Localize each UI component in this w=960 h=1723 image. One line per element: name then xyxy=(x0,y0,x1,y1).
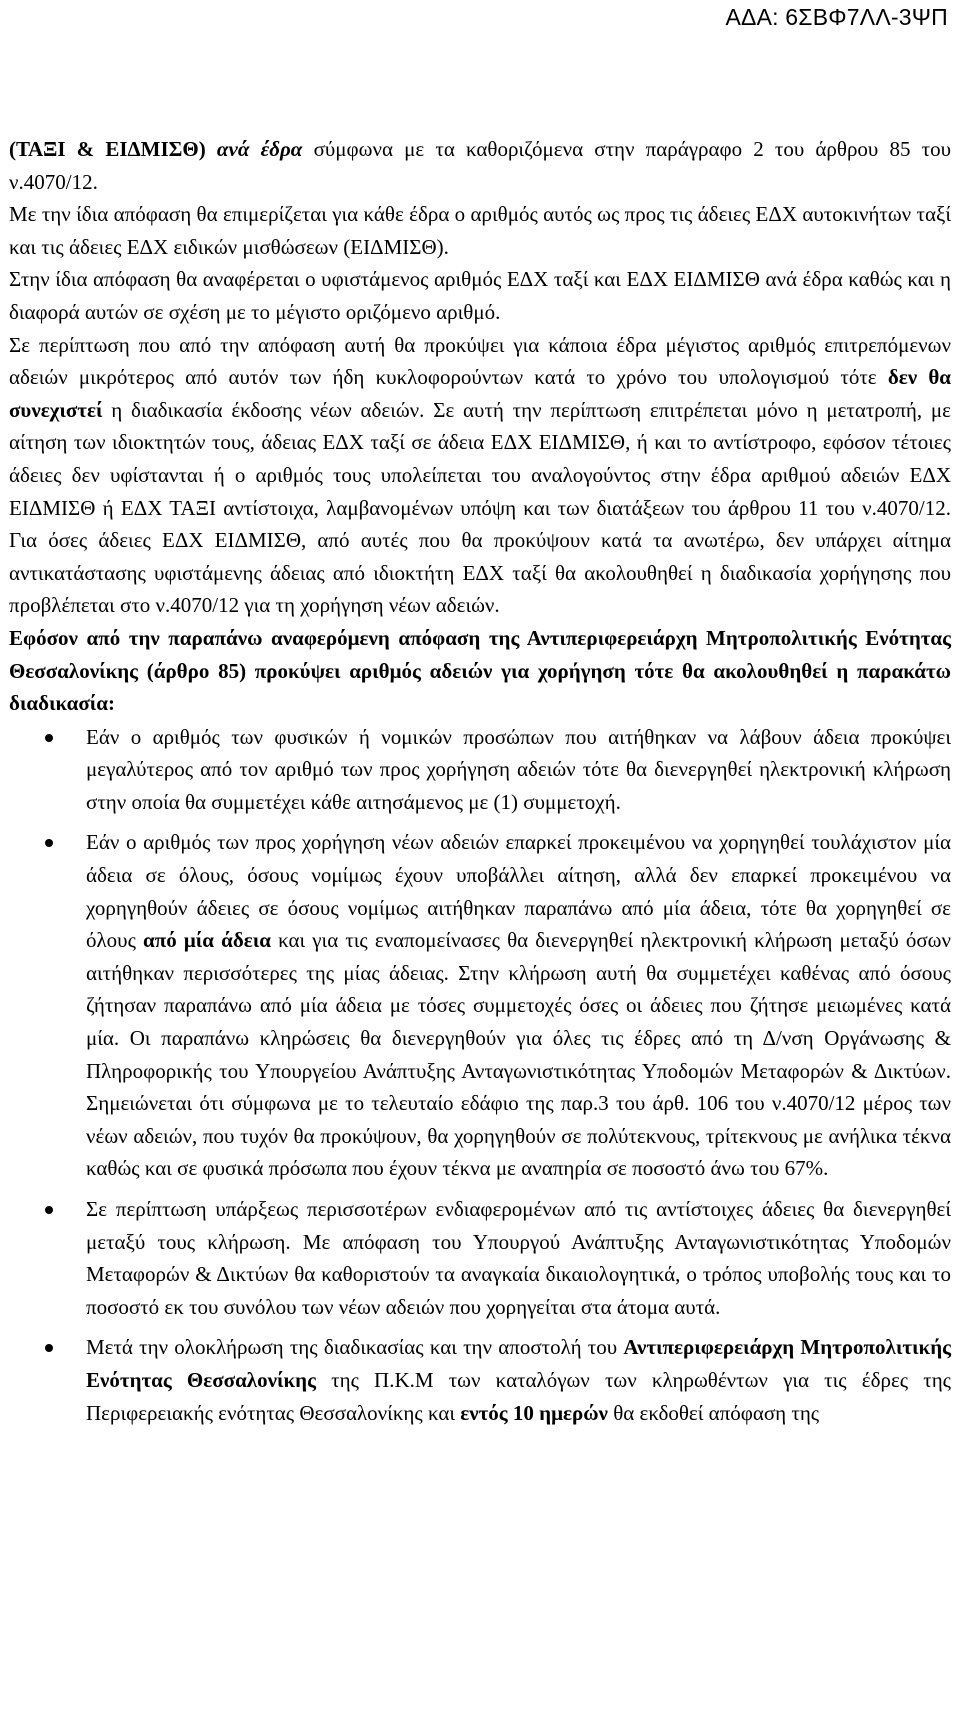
paragraph-3: Στην ίδια απόφαση θα αναφέρεται ο υφιστάμενος αριθμός ΕΔΧ ταξί και ΕΔΧ ΕΙΔΜΙΣΘ ανά έδρα καθώς και η διαφορά αυτών σε σχέση με το μέγιστο οριζόμενο αριθμό. xyxy=(9,267,951,324)
bullet-icon xyxy=(45,1344,53,1352)
document-body xyxy=(9,133,951,1429)
ada-code: ΑΔΑ: 6ΣΒΦ7ΛΛ-3ΨΠ xyxy=(725,4,948,30)
bullet-4-part3: θα εκδοθεί απόφαση της xyxy=(607,1400,820,1425)
bullet-icon xyxy=(45,734,53,742)
bullet-2-part1: Εάν ο αριθμός των προς χορήγηση νέων αδειών επαρκεί προκειμένου να χορηγηθεί τουλάχιστον μία άδεια σε όλους, όσους νομίμως έχουν υποβάλλει αίτηση, αλλά δεν επαρκεί προκειμένου να χορηγηθούν άδειες σε όσους νομίμως αιτήθηκαν παραπάνω από μία άδεια, τότε θα χορηγηθεί σε όλους xyxy=(86,830,951,953)
p4-bold: δεν θα συνεχιστεί xyxy=(9,365,952,422)
bullet-1-text: Εάν ο αριθμός των φυσικών ή νομικών προσώπων που αιτήθηκαν να λάβουν άδεια προκύψει μεγαλύτερος από τον αριθμό των προς χορήγηση αδειών τότε θα διενεργηθεί ηλεκτρονική κλήρωση στην οποία θα συμμετέχει κάθε αιτησάμενος με (1) συμμετοχή. xyxy=(86,724,951,814)
procedure-list xyxy=(9,721,951,1429)
bullet-4-bold1: Αντιπεριφερειάρχη Μητροπολιτικής Ενότητας Θεσσαλονίκης xyxy=(86,1335,952,1392)
bullet-4-part1: Μετά την ολοκλήρωση της διαδικασίας και την αποστολή του xyxy=(86,1335,624,1360)
list-item xyxy=(9,826,951,1185)
bullet-4-part2: της Π.Κ.Μ των καταλόγων των κληρωθέντων για τις έδρες της Περιφερειακής ενότητας Θεσσαλονίκης και xyxy=(86,1367,951,1425)
p1-rest: σύμφωνα με τα καθοριζόμενα στην παράγραφο 2 του άρθρου 85 του ν.4070/12. xyxy=(9,137,951,194)
list-item xyxy=(9,721,951,819)
bullet-4-bold2: εντός 10 ημερών xyxy=(460,1400,608,1425)
bullet-3-text: Σε περίπτωση υπάρξεως περισσοτέρων ενδιαφερομένων από τις αντίστοιχες άδειες θα διενεργηθεί μεταξύ τους κλήρωση. Με απόφαση του Υπουργού Ανάπτυξης Ανταγωνιστικότητας Υποδομών Μεταφορών & Δικτύων θα καθοριστούν τα αναγκαία δικαιολογητικά, ο τρόπος υποβολής τους και το ποσοστό εκ του συνόλου των νέων αδειών που χορηγείται στα άτομα αυτά. xyxy=(86,1197,951,1319)
p1-bold-start: (ΤΑΞΙ & ΕΙΔΜΙΣΘ) xyxy=(9,137,217,161)
list-item xyxy=(9,1193,951,1323)
paragraph-4 xyxy=(9,329,951,622)
p1-bold-italic: ανά έδρα xyxy=(216,137,303,161)
bullet-icon xyxy=(45,1206,53,1214)
paragraph-1 xyxy=(9,133,951,198)
p4-part1: Σε περίπτωση που από την απόφαση αυτή θα προκύψει για κάποια έδρα μέγιστος αριθμός επιτρεπόμενων αδειών μικρότερος από αυτόν των ήδη κυκλοφορούντων κατά το χρόνο του υπολογισμού τότε xyxy=(9,332,951,390)
bullet-icon xyxy=(45,839,53,847)
bullet-2-part2: και για τις εναπομείνασες θα διενεργηθεί ηλεκτρονική κλήρωση μεταξύ όσων αιτήθηκαν περισσότερες της μίας άδειας. Στην κλήρωση αυτή θα συμμετέχει καθένας από όσους ζήτησαν παραπάνω από μία άδεια με τόσες συμμετοχές όσες οι άδειες που ζήτησε μειωμένες κατά μία. Οι παραπάνω κληρώσεις θα διενεργηθούν για όλες τις έδρες από τη Δ/νση Οργάνωσης & Πληροφορικής του Υπουργείου Ανάπτυξης Ανταγωνιστικότητας Υποδομών Μεταφορών & Δικτύων. Σημειώνεται ότι σύμφωνα με το τελευταίο εδάφιο της παρ.3 του άρθ. 106 του ν.4070/12 μέρος των νέων αδειών, που τυχόν θα προκύψουν, θα χορηγηθούν σε πολύτεκνους, τρίτεκνους με ανήλικα τέκνα καθώς και σε φυσικά πρόσωπα που έχουν τέκνα με αναπηρία σε ποσοστό άνω του 67%. xyxy=(86,928,951,1181)
list-item xyxy=(9,1331,951,1429)
bullet-2-bold: από μία άδεια xyxy=(143,928,271,953)
paragraph-5: Εφόσον από την παραπάνω αναφερόμενη απόφαση της Αντιπεριφερειάρχη Μητροπολιτικής Ενότητας Θεσσαλονίκης (άρθρο 85) προκύψει αριθμός αδειών για χορήγηση τότε θα ακολουθηθεί η παρακάτω διαδικασία: xyxy=(9,625,951,716)
paragraph-2: Με την ίδια απόφαση θα επιμερίζεται για κάθε έδρα ο αριθμός αυτός ως προς τις άδειες ΕΔΧ αυτοκινήτων ταξί και τις άδειες ΕΔΧ ειδικών μισθώσεων (ΕΙΔΜΙΣΘ). xyxy=(9,202,951,259)
p4-part2: η διαδικασία έκδοσης νέων αδειών. Σε αυτή την περίπτωση επιτρέπεται μόνο η μετατροπή, με αίτηση των ιδιοκτητών τους, άδειας ΕΔΧ ταξί σε άδεια ΕΔΧ ΕΙΔΜΙΣΘ, ή και το αντίστροφο, εφόσον τέτοιες άδειες δεν υφίστανται ή ο αριθμός τους υπολείπεται του αναλογούντος στην έδρα αριθμού αδειών ΕΔΧ ΕΙΔΜΙΣΘ ή ΕΔΧ ΤΑΞΙ αντίστοιχα, λαμβανομένων υπόψη και των διατάξεων του άρθρου 11 του ν.4070/12. Για όσες άδειες ΕΔΧ ΕΙΔΜΙΣΘ, από αυτές που θα προκύψουν κατά τα ανωτέρω, δεν υπάρχει αίτημα αντικατάστασης υφιστάμενης άδειας από ιδιοκτήτη ΕΔΧ ταξί θα ακολουθηθεί η διαδικασία χορήγησης που προβλέπεται στο ν.4070/12 για τη χορήγηση νέων αδειών. xyxy=(9,397,951,618)
